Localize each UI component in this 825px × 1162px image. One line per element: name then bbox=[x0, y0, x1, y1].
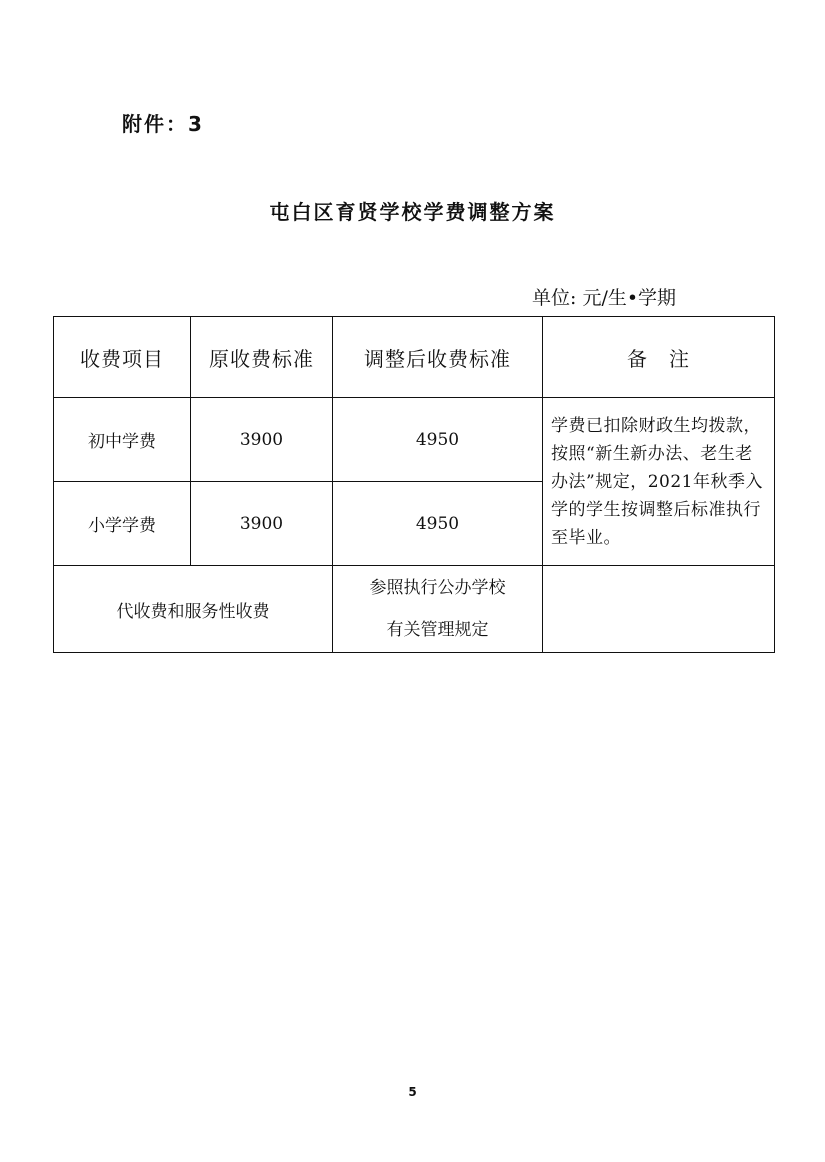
row-item-primary: 小学学费 bbox=[54, 482, 191, 566]
reference-line-1: 参照执行公办学校 bbox=[369, 578, 506, 598]
header-adjusted-standard: 调整后收费标准 bbox=[333, 317, 543, 398]
header-item: 收费项目 bbox=[54, 317, 191, 398]
header-original-standard: 原收费标准 bbox=[191, 317, 333, 398]
service-fee-item: 代收费和服务性收费 bbox=[54, 566, 333, 653]
table-row bbox=[54, 398, 775, 482]
reference-line-2: 有关管理规定 bbox=[386, 620, 489, 640]
row-original-primary: 3900 bbox=[191, 482, 333, 566]
header-remark: 备 注 bbox=[543, 317, 775, 398]
row-item-junior: 初中学费 bbox=[54, 398, 191, 482]
row-adjusted-junior: 4950 bbox=[333, 398, 543, 482]
table-row bbox=[54, 566, 775, 653]
unit-label: 单位: 元/生•学期 bbox=[532, 287, 677, 309]
row-original-junior: 3900 bbox=[191, 398, 333, 482]
remark-cell: 学费已扣除财政生均拨款，按照“新生新办法、老生老办法”规定，2021年秋季入学的学生按调整后标准执行至毕业。 bbox=[543, 398, 775, 566]
attachment-label: 附件：3 bbox=[122, 112, 204, 136]
service-fee-reference bbox=[333, 566, 543, 653]
row-adjusted-primary: 4950 bbox=[333, 482, 543, 566]
table-header-row bbox=[54, 317, 775, 398]
page-number: 5 bbox=[408, 1085, 417, 1099]
document-title: 屯白区育贤学校学费调整方案 bbox=[269, 200, 556, 224]
fee-table bbox=[53, 316, 775, 653]
service-fee-remark bbox=[543, 566, 775, 653]
